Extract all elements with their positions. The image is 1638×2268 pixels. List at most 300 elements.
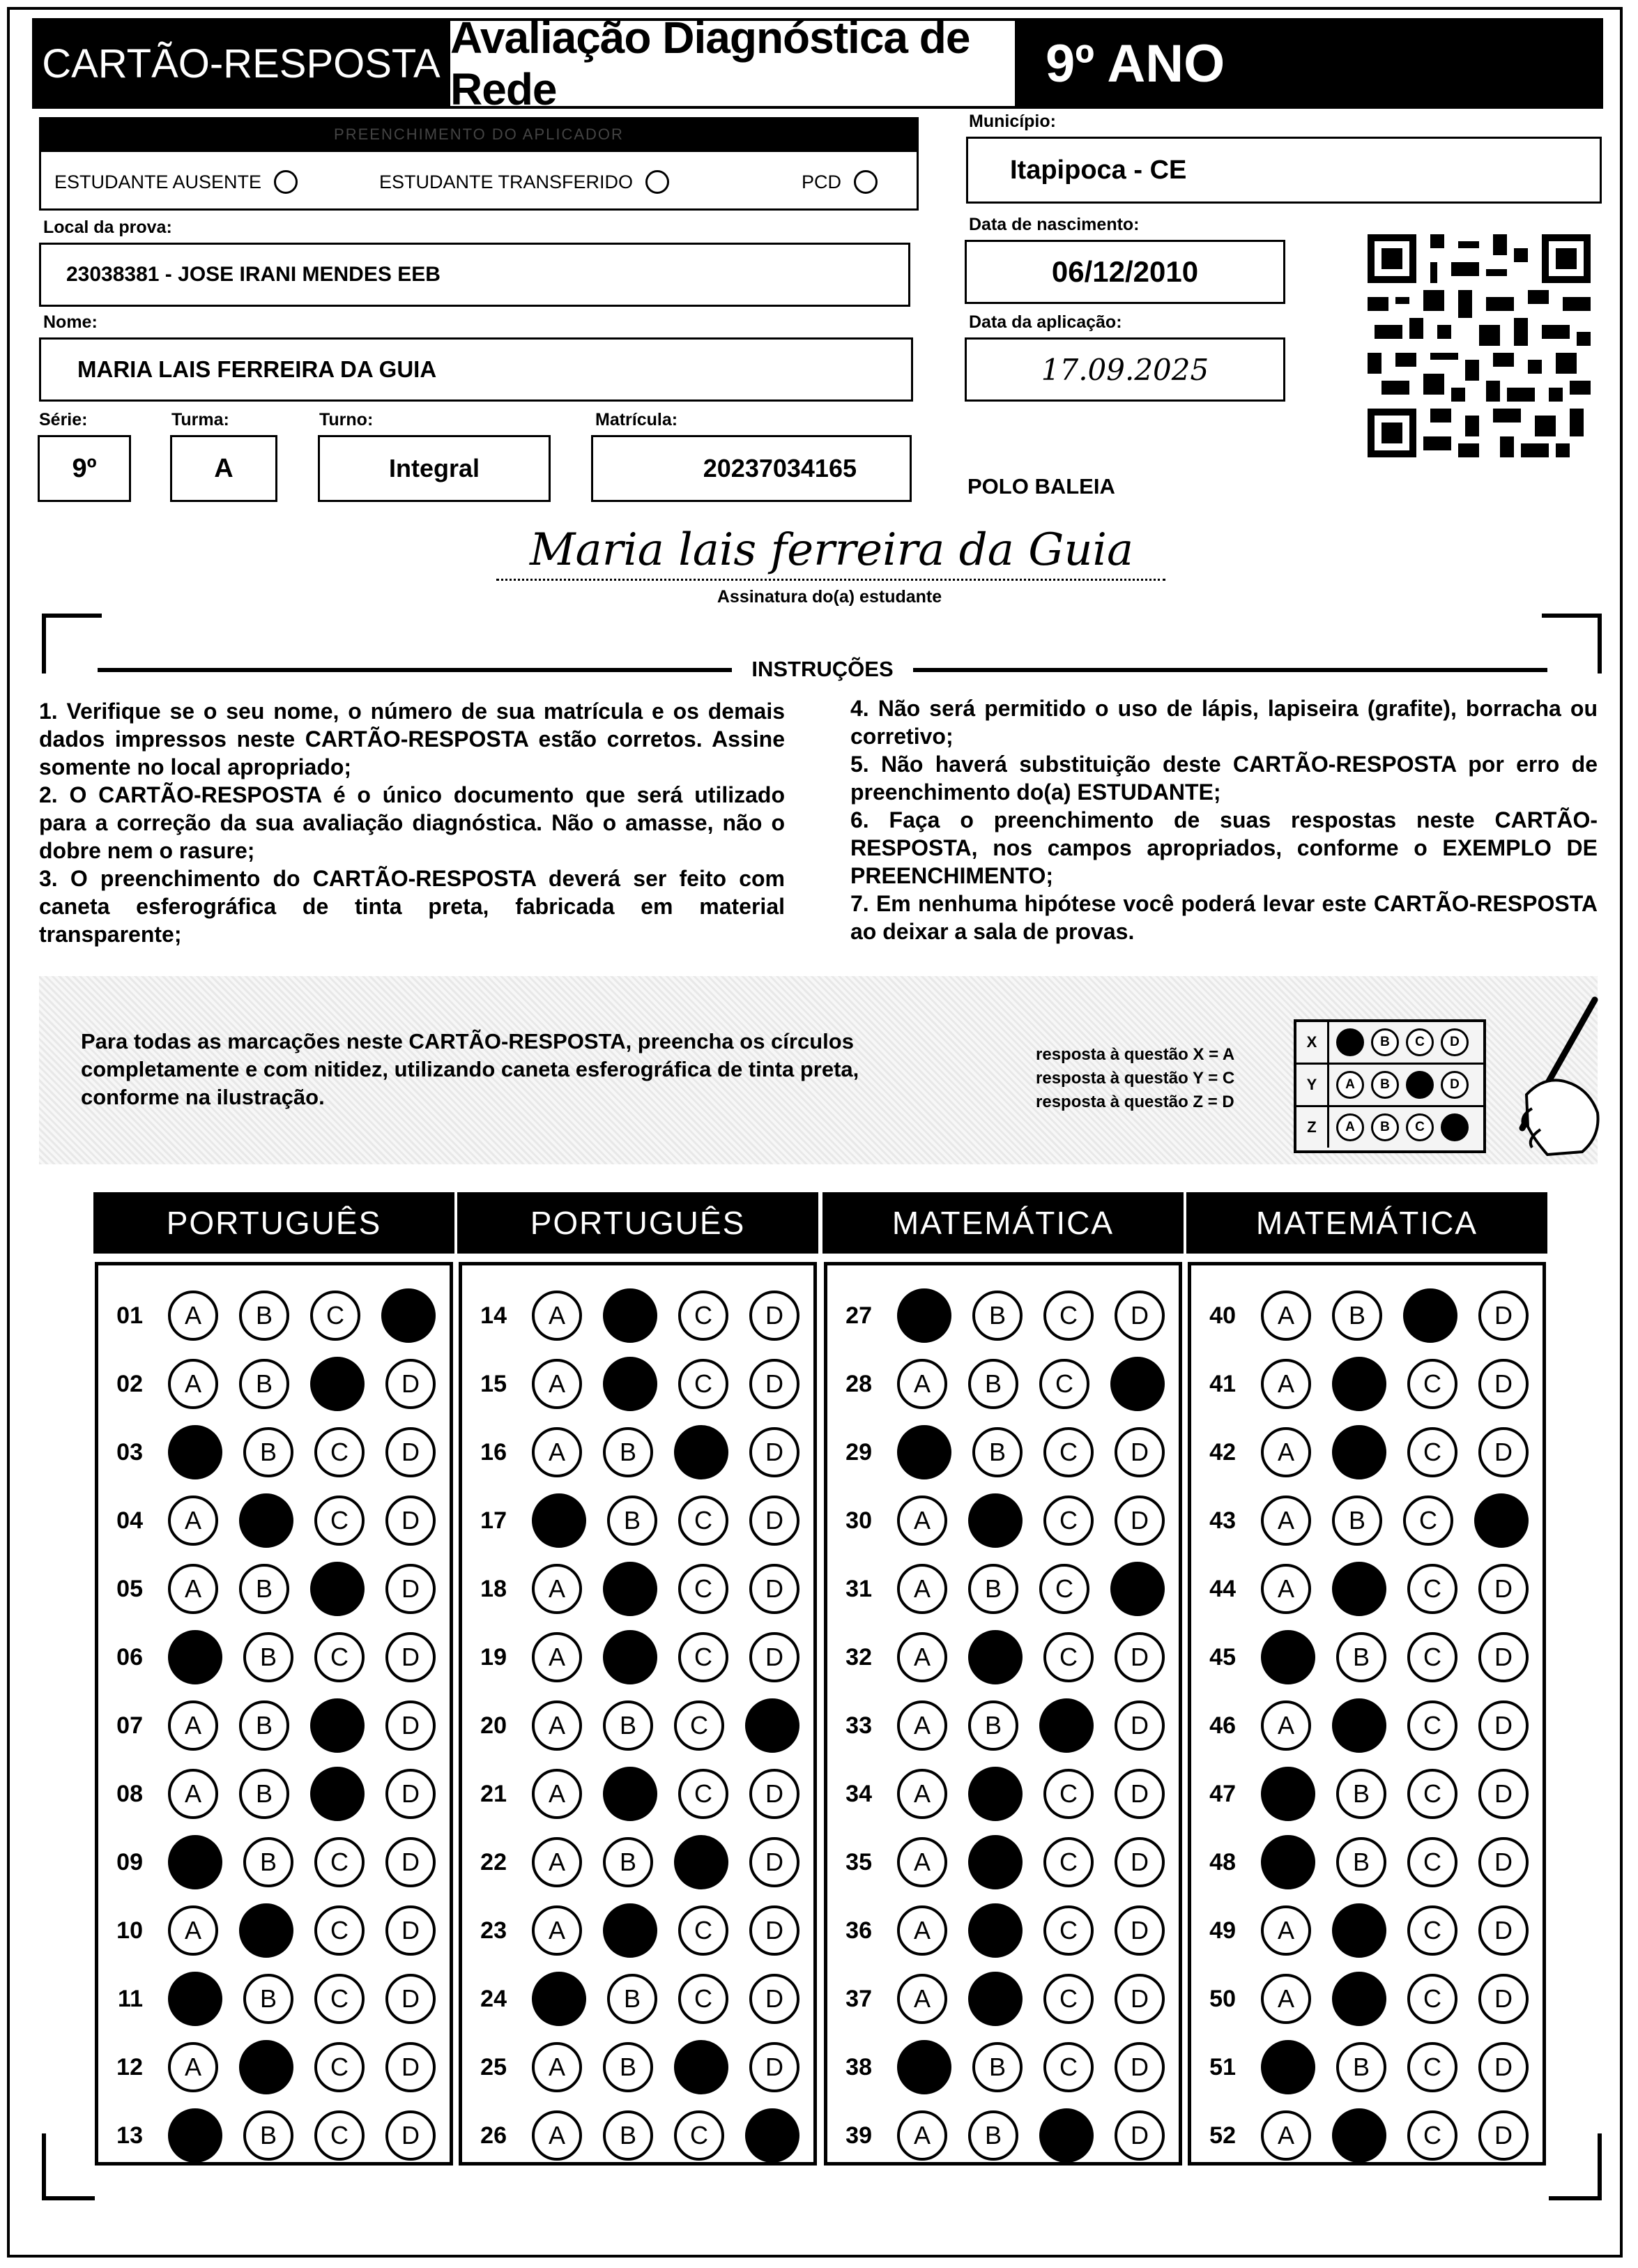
answer-bubble-d[interactable]: D — [749, 1837, 799, 1887]
answer-bubble-a[interactable] — [168, 1630, 222, 1684]
answer-bubble-a[interactable]: A — [1261, 1291, 1311, 1341]
answer-bubble-b[interactable]: B — [243, 1837, 293, 1887]
answer-bubble-c[interactable]: C — [1043, 1632, 1094, 1682]
question-number: 08 — [116, 1780, 143, 1807]
matricula-label: Matrícula: — [595, 410, 678, 429]
answer-bubble-c[interactable]: C — [1407, 1700, 1457, 1751]
local-label: Local da prova: — [43, 218, 172, 237]
example-bubble: A — [1336, 1071, 1364, 1099]
answer-bubble-d[interactable]: D — [1478, 1632, 1529, 1682]
instructions-title: INSTRUÇÕES — [732, 657, 913, 682]
section-header: MATEMÁTICA — [822, 1192, 1184, 1254]
answer-bubble-c[interactable] — [1403, 1288, 1457, 1343]
example-bubble: C — [1406, 1028, 1434, 1056]
absent-option[interactable] — [54, 170, 298, 194]
answer-bubble-a[interactable] — [897, 1288, 951, 1343]
answer-bubble-b[interactable]: B — [607, 1974, 657, 2024]
answer-bubble-a[interactable]: A — [897, 1974, 947, 2024]
answer-bubble-b[interactable]: B — [1332, 1291, 1382, 1341]
municipio-field: Itapipoca - CE — [966, 137, 1602, 204]
answer-bubble-c[interactable]: C — [1407, 1359, 1457, 1409]
answer-bubble-c[interactable]: C — [1043, 1291, 1094, 1341]
answer-bubble-d[interactable] — [1110, 1562, 1165, 1616]
section-box — [459, 1262, 817, 2166]
question-number: 07 — [116, 1712, 143, 1739]
answer-bubble-b[interactable] — [1332, 1425, 1386, 1479]
answer-bubble-b[interactable] — [239, 2040, 293, 2094]
answer-bubble-b[interactable]: B — [603, 1700, 653, 1751]
answer-bubble-d[interactable]: D — [749, 1769, 799, 1819]
answer-bubble-a[interactable]: A — [1261, 1700, 1311, 1751]
answer-bubble-d[interactable]: D — [749, 1632, 799, 1682]
answer-bubble-a[interactable]: A — [532, 1700, 582, 1751]
answer-bubble-a[interactable]: A — [168, 1495, 218, 1546]
corner-top-left — [42, 614, 102, 673]
answer-bubble-a[interactable]: A — [897, 1359, 947, 1409]
answer-bubble-c[interactable] — [310, 1357, 365, 1411]
question-row — [827, 1827, 1165, 1897]
answer-bubble-a[interactable]: A — [532, 1632, 582, 1682]
birth-label: Data de nascimento: — [969, 215, 1140, 234]
absent-label: ESTUDANTE AUSENTE — [54, 171, 262, 192]
question-row — [98, 2032, 436, 2102]
answer-bubble-c[interactable]: C — [1039, 1359, 1089, 1409]
student-signature: Maria lais ferreira da Guia — [530, 524, 1134, 576]
answer-bubble-a[interactable] — [1261, 1835, 1315, 1889]
answer-bubble-a[interactable]: A — [532, 1564, 582, 1614]
answer-bubble-d[interactable]: D — [385, 1632, 436, 1682]
answer-bubble-c[interactable]: C — [1407, 1974, 1457, 2024]
section-header: MATEMÁTICA — [1186, 1192, 1547, 1254]
question-number: 37 — [845, 1985, 872, 2012]
answer-bubble-a[interactable]: A — [897, 1632, 947, 1682]
answer-bubble-a[interactable] — [168, 1972, 222, 2026]
matricula-field: 20237034165 — [591, 435, 912, 502]
answer-bubble-d[interactable]: D — [385, 1564, 436, 1614]
answer-bubble-a[interactable] — [532, 1972, 586, 2026]
answer-bubble-b[interactable]: B — [243, 1974, 293, 2024]
answer-bubble-c[interactable] — [310, 1562, 365, 1616]
answer-bubble-d[interactable]: D — [1478, 2110, 1529, 2161]
answer-bubble-a[interactable] — [1261, 1630, 1315, 1684]
answer-bubble-d[interactable]: D — [1115, 1769, 1165, 1819]
answer-bubble-b[interactable]: B — [1336, 1837, 1386, 1887]
answer-bubble-d[interactable]: D — [1115, 2042, 1165, 2092]
answer-bubble-c[interactable] — [1039, 2108, 1094, 2163]
application-field: 17.09.2025 — [965, 337, 1285, 402]
answer-bubble-a[interactable]: A — [532, 2110, 582, 2161]
answer-bubble-d[interactable]: D — [749, 1495, 799, 1546]
question-row — [462, 1964, 799, 2034]
answer-bubble-d[interactable]: D — [1115, 1700, 1165, 1751]
answer-bubble-c[interactable]: C — [1043, 1495, 1094, 1546]
answer-bubble-b[interactable] — [239, 1493, 293, 1548]
answer-bubble-c[interactable]: C — [1043, 1837, 1094, 1887]
answer-bubble-b[interactable] — [239, 1903, 293, 1958]
answer-bubble-d[interactable]: D — [1115, 2110, 1165, 2161]
answer-bubble-a[interactable]: A — [1261, 1427, 1311, 1477]
answer-bubble-b[interactable]: B — [239, 1769, 289, 1819]
transferred-label: ESTUDANTE TRANSFERIDO — [379, 171, 634, 192]
answer-bubble-a[interactable]: A — [168, 2042, 218, 2092]
answer-bubble-d[interactable] — [1474, 1493, 1529, 1548]
answer-bubble-c[interactable]: C — [678, 1495, 728, 1546]
answer-bubble-c[interactable]: C — [1407, 1427, 1457, 1477]
answer-bubble-b[interactable]: B — [972, 2042, 1023, 2092]
answer-bubble-a[interactable]: A — [532, 1769, 582, 1819]
answer-bubble-d[interactable]: D — [749, 1905, 799, 1956]
answer-bubble-d[interactable] — [381, 1288, 436, 1343]
absent-radio[interactable] — [274, 170, 298, 194]
example-bubble: B — [1371, 1071, 1399, 1099]
answer-bubble-c[interactable]: C — [314, 1632, 365, 1682]
question-number: 11 — [118, 1985, 143, 2012]
answer-bubble-a[interactable]: A — [532, 1427, 582, 1477]
question-row — [462, 1349, 799, 1419]
answer-bubble-a[interactable] — [168, 1425, 222, 1479]
answer-bubble-a[interactable]: A — [1261, 1564, 1311, 1614]
answer-bubble-c[interactable] — [1039, 1698, 1094, 1753]
local-field: 23038381 - JOSE IRANI MENDES EEB — [39, 243, 910, 307]
answer-bubble-d[interactable]: D — [385, 2042, 436, 2092]
answer-bubble-c[interactable]: C — [314, 1974, 365, 2024]
answer-bubble-b[interactable]: B — [607, 1495, 657, 1546]
question-row — [1191, 2101, 1529, 2170]
question-number: 39 — [845, 2122, 872, 2149]
answer-bubble-b[interactable] — [968, 1630, 1023, 1684]
name-field: MARIA LAIS FERREIRA DA GUIA — [39, 337, 913, 402]
answer-bubble-a[interactable] — [1261, 1767, 1315, 1821]
answer-bubble-c[interactable]: C — [1403, 1495, 1453, 1546]
question-number: 20 — [480, 1712, 507, 1739]
answer-bubble-b[interactable]: B — [243, 1632, 293, 1682]
instruction-item: 1. Verifique se o seu nome, o número de sua matrícula e os demais dados impressos neste CARTÃO-RESPOSTA estão corretos. Assine somente no local apropriado; — [39, 699, 785, 779]
example-row — [1296, 1107, 1483, 1148]
answer-bubble-a[interactable]: A — [897, 1905, 947, 1956]
answer-bubble-a[interactable] — [168, 1835, 222, 1889]
pcd-radio[interactable] — [854, 170, 878, 194]
answer-bubble-b[interactable] — [968, 1972, 1023, 2026]
answer-bubble-c[interactable]: C — [674, 2110, 724, 2161]
question-number: 35 — [845, 1848, 872, 1875]
answer-bubble-d[interactable]: D — [1478, 1905, 1529, 1956]
answer-bubble-c[interactable] — [674, 2040, 728, 2094]
answer-bubble-c[interactable]: C — [678, 1291, 728, 1341]
answer-bubble-c[interactable]: C — [314, 1837, 365, 1887]
example-row-key: Z — [1296, 1107, 1329, 1148]
answer-bubble-a[interactable] — [1261, 2040, 1315, 2094]
answer-bubble-d[interactable]: D — [1115, 1905, 1165, 1956]
answer-bubble-d[interactable]: D — [385, 1974, 436, 2024]
question-row — [462, 1827, 799, 1897]
answer-bubble-c[interactable]: C — [1407, 2042, 1457, 2092]
answer-bubble-c[interactable] — [310, 1767, 365, 1821]
transferred-option[interactable] — [379, 170, 669, 194]
answer-bubble-a[interactable]: A — [897, 1769, 947, 1819]
answer-bubble-c[interactable]: C — [1043, 1427, 1094, 1477]
answer-bubble-a[interactable]: A — [1261, 1495, 1311, 1546]
example-bubble: B — [1371, 1028, 1399, 1056]
answer-bubble-b[interactable] — [603, 1357, 657, 1411]
question-number: 04 — [116, 1507, 143, 1534]
answer-bubble-c[interactable]: C — [1407, 1632, 1457, 1682]
answer-bubble-d[interactable]: D — [1115, 1427, 1165, 1477]
birth-field: 06/12/2010 — [965, 240, 1285, 304]
answer-bubble-d[interactable]: D — [1115, 1632, 1165, 1682]
legend-item: resposta à questão X = A — [1036, 1045, 1235, 1064]
answer-bubble-d[interactable]: D — [1478, 1700, 1529, 1751]
answer-bubble-b[interactable]: B — [1332, 1495, 1382, 1546]
answer-bubble-c[interactable]: C — [310, 1291, 360, 1341]
answer-bubble-b[interactable]: B — [968, 1359, 1018, 1409]
answer-bubble-a[interactable]: A — [168, 1564, 218, 1614]
answer-bubble-c[interactable]: C — [678, 1632, 728, 1682]
answer-bubble-a[interactable]: A — [897, 1837, 947, 1887]
question-row — [462, 1896, 799, 1965]
answer-bubble-a[interactable]: A — [532, 2042, 582, 2092]
answer-bubble-d[interactable]: D — [385, 1700, 436, 1751]
question-number: 48 — [1209, 1848, 1236, 1875]
answer-bubble-a[interactable]: A — [168, 1291, 218, 1341]
answer-bubble-b[interactable]: B — [239, 1291, 289, 1341]
answer-bubble-b[interactable] — [1332, 1562, 1386, 1616]
question-row — [827, 1964, 1165, 2034]
turma-label: Turma: — [171, 410, 229, 429]
instruction-item: 7. Em nenhuma hipótese você poderá levar este CARTÃO-RESPOSTA ao deixar a sala de provas. — [850, 891, 1598, 944]
answer-bubble-d[interactable]: D — [1478, 1769, 1529, 1819]
answer-bubble-d[interactable]: D — [1115, 1495, 1165, 1546]
answer-bubble-b[interactable] — [603, 1288, 657, 1343]
question-row — [98, 1554, 436, 1624]
answer-bubble-d[interactable]: D — [1115, 1837, 1165, 1887]
answer-bubble-d[interactable]: D — [749, 2042, 799, 2092]
answer-bubble-d[interactable]: D — [749, 1564, 799, 1614]
answer-bubble-b[interactable]: B — [239, 1359, 289, 1409]
question-row — [462, 1554, 799, 1624]
question-number: 09 — [116, 1848, 143, 1875]
answer-bubble-b[interactable] — [603, 1630, 657, 1684]
answer-bubble-d[interactable]: D — [1478, 1974, 1529, 2024]
answer-bubble-a[interactable]: A — [532, 1359, 582, 1409]
transferred-radio[interactable] — [645, 170, 669, 194]
question-row — [1191, 1827, 1529, 1897]
instruction-item: 3. O preenchimento do CARTÃO-RESPOSTA deverá ser feito com caneta esferográfica de tinta preta, fabricada em material transparente; — [39, 866, 785, 947]
answer-bubble-d[interactable]: D — [749, 1291, 799, 1341]
answer-bubble-c[interactable]: C — [1043, 1905, 1094, 1956]
question-number: 31 — [845, 1575, 872, 1602]
answer-bubble-c[interactable]: C — [314, 1427, 365, 1477]
answer-bubble-b[interactable]: B — [968, 1700, 1018, 1751]
answer-bubble-c[interactable]: C — [1039, 1564, 1089, 1614]
question-row — [827, 1554, 1165, 1624]
answer-bubble-a[interactable]: A — [1261, 1359, 1311, 1409]
answer-bubble-b[interactable] — [603, 1903, 657, 1958]
answer-bubble-a[interactable]: A — [897, 2110, 947, 2161]
answer-bubble-c[interactable] — [674, 1425, 728, 1479]
answer-bubble-c[interactable]: C — [1407, 1905, 1457, 1956]
answer-bubble-c[interactable]: C — [674, 1700, 724, 1751]
answer-bubble-c[interactable]: C — [678, 1359, 728, 1409]
question-number: 34 — [845, 1780, 872, 1807]
answer-bubble-a[interactable]: A — [532, 1291, 582, 1341]
answer-bubble-a[interactable] — [897, 1425, 951, 1479]
answer-bubble-d[interactable]: D — [385, 1769, 436, 1819]
answer-bubble-d[interactable]: D — [1478, 1564, 1529, 1614]
question-number: 23 — [480, 1917, 507, 1944]
answer-bubble-a[interactable]: A — [897, 1564, 947, 1614]
serie-field: 9º — [38, 435, 131, 502]
section-box — [95, 1262, 453, 2166]
answer-bubble-c[interactable]: C — [1043, 1769, 1094, 1819]
answer-bubble-c[interactable]: C — [678, 1769, 728, 1819]
question-number: 42 — [1209, 1438, 1236, 1466]
question-number: 19 — [480, 1643, 507, 1670]
question-number: 32 — [845, 1643, 872, 1670]
answer-bubble-c[interactable]: C — [314, 2042, 365, 2092]
answer-bubble-b[interactable]: B — [243, 2110, 293, 2161]
answer-bubble-b[interactable]: B — [239, 1700, 289, 1751]
answer-bubble-b[interactable]: B — [1336, 1769, 1386, 1819]
question-number: 47 — [1209, 1780, 1236, 1807]
answer-bubble-a[interactable] — [532, 1493, 586, 1548]
answer-bubble-c[interactable]: C — [1407, 1769, 1457, 1819]
answer-bubble-b[interactable]: B — [1336, 1632, 1386, 1682]
answer-bubble-b[interactable]: B — [968, 2110, 1018, 2161]
section-header: PORTUGUÊS — [93, 1192, 454, 1254]
answer-bubble-b[interactable]: B — [968, 1564, 1018, 1614]
answer-bubble-c[interactable]: C — [1407, 1837, 1457, 1887]
answer-bubble-b[interactable] — [1332, 1903, 1386, 1958]
question-number: 49 — [1209, 1917, 1236, 1944]
answer-bubble-b[interactable] — [1332, 1972, 1386, 2026]
answer-bubble-a[interactable] — [168, 2108, 222, 2163]
answer-bubble-d[interactable]: D — [749, 1359, 799, 1409]
answer-bubble-c[interactable]: C — [1407, 2110, 1457, 2161]
answer-bubble-c[interactable]: C — [314, 2110, 365, 2161]
question-row — [98, 1486, 436, 1555]
answer-bubble-d[interactable]: D — [1478, 2042, 1529, 2092]
answer-bubble-b[interactable] — [603, 1562, 657, 1616]
answer-bubble-a[interactable]: A — [1261, 1905, 1311, 1956]
answer-bubble-d[interactable]: D — [749, 1974, 799, 2024]
answer-bubble-c[interactable]: C — [314, 1905, 365, 1956]
question-row — [462, 1486, 799, 1555]
question-row — [98, 2101, 436, 2170]
answer-bubble-a[interactable]: A — [532, 1837, 582, 1887]
answer-bubble-b[interactable]: B — [972, 1291, 1023, 1341]
answer-bubble-c[interactable] — [310, 1698, 365, 1753]
answer-bubble-d[interactable]: D — [749, 1427, 799, 1477]
answer-bubble-b[interactable]: B — [972, 1427, 1023, 1477]
answer-bubble-c[interactable] — [674, 1835, 728, 1889]
question-row — [827, 2101, 1165, 2170]
answer-bubble-d[interactable]: D — [385, 1837, 436, 1887]
answer-bubble-a[interactable]: A — [168, 1359, 218, 1409]
answer-bubble-c[interactable]: C — [678, 1905, 728, 1956]
answer-bubble-b[interactable]: B — [603, 1427, 653, 1477]
answer-bubble-d[interactable]: D — [1478, 1837, 1529, 1887]
answer-bubble-b[interactable]: B — [243, 1427, 293, 1477]
section-box — [824, 1262, 1182, 2166]
answer-bubble-c[interactable]: C — [678, 1564, 728, 1614]
question-number: 43 — [1209, 1507, 1236, 1534]
answer-bubble-a[interactable]: A — [1261, 2110, 1311, 2161]
answer-bubble-a[interactable]: A — [897, 1700, 947, 1751]
question-row — [827, 1417, 1165, 1487]
turma-field: A — [170, 435, 277, 502]
answer-bubble-d[interactable]: D — [385, 1427, 436, 1477]
answer-bubble-d[interactable]: D — [385, 2110, 436, 2161]
question-row — [462, 1417, 799, 1487]
question-row — [98, 1417, 436, 1487]
answer-bubble-c[interactable]: C — [1043, 1974, 1094, 2024]
question-row — [462, 2101, 799, 2170]
question-number: 17 — [480, 1507, 507, 1534]
answer-bubble-b[interactable]: B — [603, 1837, 653, 1887]
answer-bubble-b[interactable] — [968, 1835, 1023, 1889]
example-bubble — [1441, 1113, 1469, 1141]
answer-bubble-b[interactable]: B — [603, 2042, 653, 2092]
answer-bubble-b[interactable]: B — [603, 2110, 653, 2161]
answer-bubble-c[interactable]: C — [1407, 1564, 1457, 1614]
answer-bubble-d[interactable]: D — [385, 1905, 436, 1956]
grade-label: 9º ANO — [1046, 33, 1225, 93]
answer-bubble-d[interactable]: D — [1478, 1427, 1529, 1477]
answer-bubble-a[interactable]: A — [1261, 1974, 1311, 2024]
legend-item: resposta à questão Z = D — [1036, 1093, 1234, 1111]
answer-bubble-b[interactable] — [1332, 2108, 1386, 2163]
answer-bubble-d[interactable] — [745, 2108, 799, 2163]
fill-example-legend — [1036, 1043, 1266, 1114]
answer-bubble-a[interactable]: A — [168, 1769, 218, 1819]
qr-code — [1368, 234, 1591, 457]
answer-bubble-b[interactable] — [1332, 1357, 1386, 1411]
answer-bubble-b[interactable]: B — [1336, 2042, 1386, 2092]
answer-bubble-c[interactable]: C — [678, 1974, 728, 2024]
question-row — [827, 1281, 1165, 1350]
answer-bubble-d[interactable]: D — [1478, 1359, 1529, 1409]
answer-bubble-c[interactable]: C — [314, 1495, 365, 1546]
answer-bubble-d[interactable] — [1110, 1357, 1165, 1411]
answer-bubble-b[interactable] — [968, 1903, 1023, 1958]
answer-bubble-b[interactable] — [603, 1767, 657, 1821]
question-number: 40 — [1209, 1302, 1236, 1329]
answer-bubble-d[interactable]: D — [1115, 1974, 1165, 2024]
answer-bubble-b[interactable]: B — [239, 1564, 289, 1614]
answer-bubble-b[interactable] — [1332, 1698, 1386, 1753]
question-row — [98, 1827, 436, 1897]
fill-example-grid — [1294, 1019, 1486, 1153]
answer-bubble-d[interactable]: D — [1478, 1291, 1529, 1341]
answer-bubble-b[interactable] — [968, 1767, 1023, 1821]
question-number: 22 — [480, 1848, 507, 1875]
answer-bubble-a[interactable]: A — [532, 1905, 582, 1956]
answer-bubble-d[interactable]: D — [385, 1359, 436, 1409]
answer-bubble-d[interactable]: D — [385, 1495, 436, 1546]
answer-bubble-b[interactable] — [968, 1493, 1023, 1548]
answer-bubble-a[interactable]: A — [897, 1495, 947, 1546]
question-row — [98, 1964, 436, 2034]
answer-bubble-d[interactable] — [745, 1698, 799, 1753]
answer-bubble-a[interactable] — [897, 2040, 951, 2094]
answer-bubble-a[interactable]: A — [168, 1905, 218, 1956]
answer-bubble-d[interactable]: D — [1115, 1291, 1165, 1341]
instructions-right — [850, 694, 1598, 945]
pcd-option[interactable] — [802, 170, 878, 194]
answer-bubble-a[interactable]: A — [168, 1700, 218, 1751]
question-row — [1191, 1759, 1529, 1829]
answer-bubble-c[interactable]: C — [1043, 2042, 1094, 2092]
